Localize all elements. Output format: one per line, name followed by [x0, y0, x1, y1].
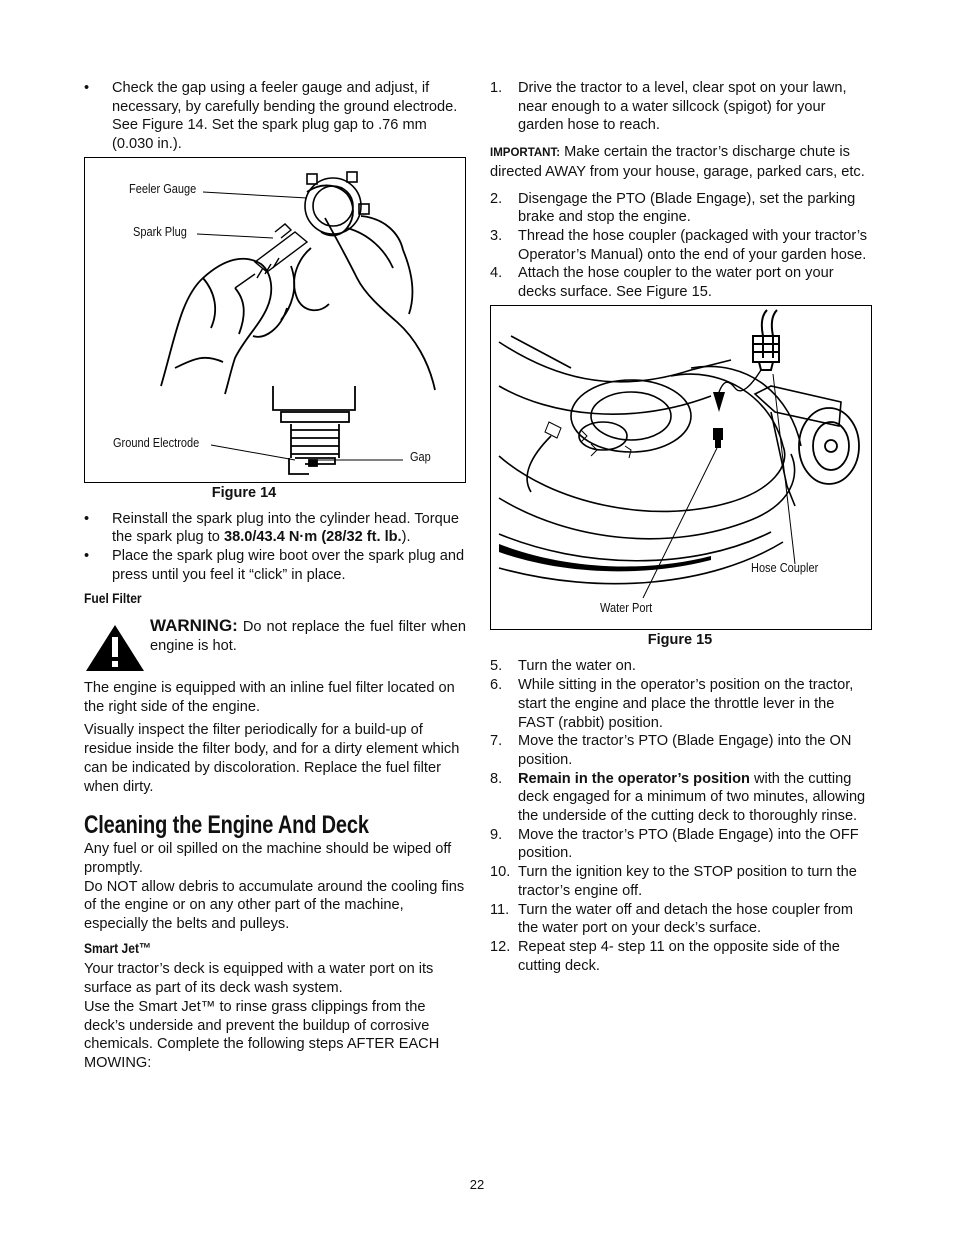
- fuel-filter-heading: Fuel Filter: [84, 591, 142, 608]
- spark-plug-bullets-top: [84, 79, 466, 154]
- label-hose-coupler: Hose Coupler: [751, 560, 819, 575]
- spark-plug-bullets-bottom: [84, 510, 466, 585]
- step-item: 8. Remain in the operator’s position with the cutting deck engaged for a minimum of two minutes, allowing the underside of the cutting deck to thoroughly rinse.: [490, 770, 866, 825]
- section-title-cleaning: Cleaning the Engine And Deck: [84, 811, 369, 840]
- left-column: [84, 79, 466, 1073]
- label-water-port: Water Port: [600, 600, 653, 615]
- figure-15-caption: Figure 15: [647, 631, 713, 648]
- right-column: [490, 79, 872, 975]
- smart-jet-paragraph-1: Your tractor’s deck is equipped with a water port on its surface as part of its deck wash system.: [84, 961, 434, 997]
- fuel-filter-paragraph-1: The engine is equipped with an inline fuel filter located on the right side of the engine.: [84, 680, 455, 715]
- label-ground-electrode: Ground Electrode: [113, 435, 200, 450]
- step-item: 6. While sitting in the operator’s position on the tractor, start the engine and place the throttle lever in the FAST (rabbit) position.: [490, 677, 854, 731]
- important-label: IMPORTANT:: [490, 147, 561, 160]
- figure-15: [490, 305, 872, 630]
- step-item: 1. Drive the tractor to a level, clear spot on your lawn, near enough to a water sillcock (spigot) for your garden hose to reach.: [490, 80, 847, 134]
- cleaning-paragraph-1: Any fuel or oil spilled on the machine should be wiped off promptly.: [84, 841, 452, 876]
- fuel-filter-paragraph-2: Visually inspect the filter periodically for a build-up of residue inside the filter body, and for a dirty element which can be indicated by discoloration. Replace the fuel filter when dirty.: [84, 722, 460, 795]
- label-spark-plug: Spark Plug: [133, 224, 187, 239]
- label-gap: Gap: [410, 449, 431, 464]
- step-item: 10. Turn the ignition key to the STOP position to turn the tractor’s engine off.: [490, 864, 857, 899]
- smart-jet-paragraph-2: Use the Smart Jet™ to rinse grass clippings from the deck’s underside and prevent the buildup of corrosive chemicals. Complete the following steps AFTER EACH MOWING:: [84, 998, 440, 1071]
- step-item: 3. Thread the hose coupler (packaged with your tractor’s Operator’s Manual) onto the end of your garden hose.: [490, 227, 868, 263]
- figure-14-caption: Figure 14: [211, 484, 277, 501]
- page-number: 22: [469, 1177, 485, 1192]
- step-item: 4. Attach the hose coupler to the water port on your decks surface. See Figure 15.: [490, 265, 834, 301]
- figure-14: [84, 157, 466, 483]
- warning-block: [84, 617, 466, 673]
- steps-list-3: [490, 657, 872, 975]
- smart-jet-heading: Smart Jet™: [84, 940, 152, 957]
- bullet-wire-boot: • Place the spark plug wire boot over the spark plug and press until you feel it “click” in place.: [84, 547, 466, 584]
- steps-list-1: [490, 79, 872, 135]
- step-item: 7. Move the tractor’s PTO (Blade Engage) into the ON position.: [490, 733, 852, 768]
- warning-text: WARNING: Do not replace the fuel filter when engine is hot.: [150, 616, 466, 654]
- step-item: 11. Turn the water off and detach the hose coupler from the water port on your deck’s surface.: [490, 901, 854, 937]
- torque-spec: 38.0/43.4 N·m (28/32 ft. lb.: [223, 529, 402, 546]
- bullet-check-gap: • Check the gap using a feeler gauge and adjust, if necessary, by carefully bending the ground electrode. See Figure 14. Set the spark plug gap to .76 mm (0.030 in.).: [84, 79, 466, 154]
- cleaning-paragraph-2: Do NOT allow debris to accumulate around the cooling fins of the engine or on any other part of the machine, especially the belts and pulleys.: [84, 878, 465, 933]
- important-note: IMPORTANT: Make certain the tractor’s discharge chute is directed AWAY from your house, garage, parked cars, etc.: [490, 144, 865, 180]
- step-item: 12. Repeat step 4- step 11 on the opposite side of the cutting deck.: [490, 938, 840, 974]
- step-item: 5. Turn the water on.: [490, 658, 636, 675]
- step-item: 2. Disengage the PTO (Blade Engage), set the parking brake and stop the engine.: [490, 190, 856, 226]
- warning-icon: [84, 623, 146, 673]
- label-feeler-gauge: Feeler Gauge: [129, 181, 197, 196]
- deck-illustration: [491, 306, 871, 629]
- warning-label: WARNING:: [150, 616, 238, 636]
- bullet-reinstall: • Reinstall the spark plug into the cylinder head. Torque the spark plug to 38.0/43.4 N·m (28/32 ft. lb.).: [84, 510, 466, 547]
- step-item: 9. Move the tractor’s PTO (Blade Engage) into the OFF position.: [490, 826, 859, 862]
- steps-list-2: [490, 190, 872, 302]
